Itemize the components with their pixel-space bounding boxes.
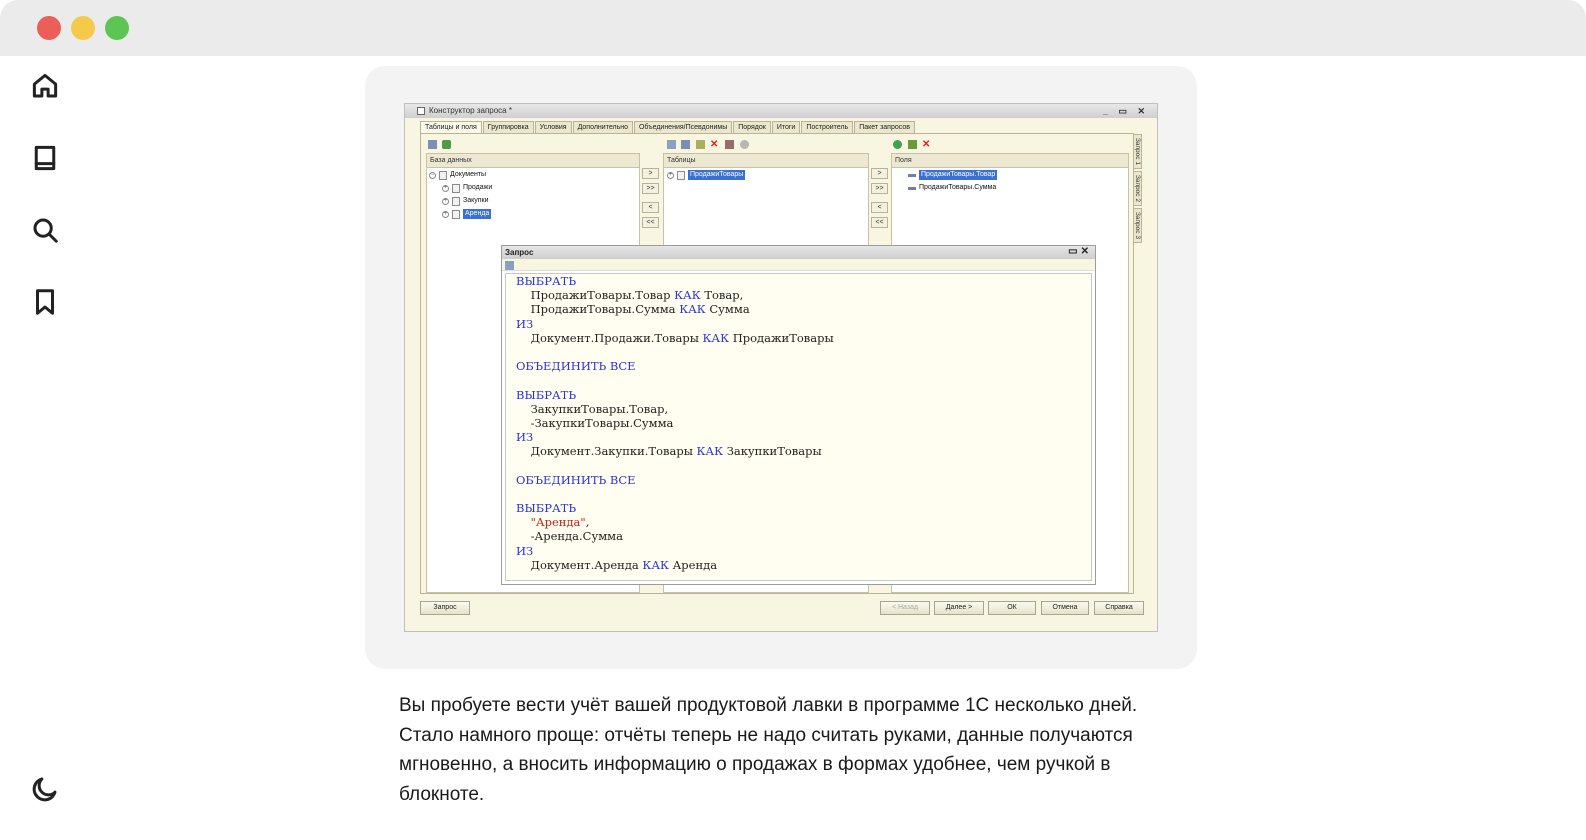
code-keyword: КАК <box>642 557 669 572</box>
document-icon <box>452 197 460 206</box>
tree-item-label: Документы <box>450 171 487 178</box>
document-icon <box>452 184 460 193</box>
code-line <box>516 458 1081 472</box>
code-text: Товар, <box>700 288 744 303</box>
cancel-button[interactable]: Отмена <box>1041 601 1089 615</box>
code-line <box>516 288 1081 302</box>
tree-item-label: Закупки <box>463 197 489 204</box>
code-line <box>516 444 1081 458</box>
maximize-window-button[interactable] <box>105 16 129 40</box>
next-button[interactable]: Далее > <box>934 601 984 615</box>
tables-panel-header: Таблицы <box>664 154 868 168</box>
tab-order[interactable]: Порядок <box>733 121 771 134</box>
code-line <box>516 430 1081 444</box>
query-dialog-toolbar <box>502 259 1095 271</box>
code-line <box>516 317 1081 331</box>
code-text: ЗакупкиТовары <box>723 444 822 459</box>
database-panel-header: База данных <box>427 154 639 168</box>
code-keyword: КАК <box>702 330 730 345</box>
field-item-label: ПродажиТовары.Сумма <box>919 184 997 191</box>
dialog-controls-icon[interactable]: ▭✕ <box>1068 246 1092 257</box>
code-line <box>516 515 1081 529</box>
window-controls-icon[interactable]: _ ▭ ✕ <box>1102 106 1149 116</box>
expand-icon[interactable]: + <box>443 197 448 204</box>
query-dialog-titlebar <box>502 246 1095 259</box>
expand-icon[interactable]: + <box>443 184 448 191</box>
code-text: ЗакупкиТовары.Товар, <box>516 401 669 416</box>
delete-icon[interactable]: ✕ <box>710 139 719 150</box>
collapse-icon[interactable]: − <box>430 171 435 178</box>
home-icon[interactable] <box>28 69 62 103</box>
app-icon <box>417 107 425 115</box>
field-icon <box>908 174 916 177</box>
code-keyword: ВЫБРАТЬ <box>516 274 577 288</box>
code-text: Документ.Продажи.Товары <box>516 330 703 345</box>
code-text: Документ.Аренда <box>516 557 643 572</box>
move-all-right-button[interactable]: >> <box>642 183 659 194</box>
code-line <box>516 558 1081 572</box>
query-dialog-title: Запрос <box>505 248 534 257</box>
replace-table-icon[interactable] <box>725 140 734 149</box>
code-keyword: ИЗ <box>516 316 534 331</box>
add-field-icon[interactable] <box>893 140 902 149</box>
code-keyword: ВЫБРАТЬ <box>516 387 577 402</box>
code-line <box>516 544 1081 558</box>
code-line <box>516 345 1081 359</box>
field-item[interactable] <box>908 183 996 193</box>
move-all-right-button[interactable]: >> <box>871 183 888 194</box>
query-designer-titlebar <box>405 104 1157 118</box>
code-keyword: ИЗ <box>516 543 534 558</box>
code-line <box>516 416 1081 430</box>
table-icon <box>677 171 685 180</box>
tab-conditions[interactable]: Условия <box>535 121 572 134</box>
back-button[interactable]: < Назад <box>880 601 930 615</box>
query-wizard-icon[interactable] <box>505 261 514 270</box>
code-text: Документ.Закупки.Товары <box>516 444 697 459</box>
tab-query-1[interactable]: Запрос 1 <box>1133 134 1142 169</box>
move-right-button[interactable]: > <box>871 168 888 179</box>
help-button[interactable]: Справка <box>1094 601 1144 615</box>
code-line <box>516 402 1081 416</box>
code-text: Сумма <box>705 302 750 317</box>
tab-builder[interactable]: Построитель <box>801 121 853 134</box>
ok-button[interactable]: ОК <box>988 601 1036 615</box>
code-line <box>516 473 1081 487</box>
bookmark-icon[interactable] <box>28 285 62 319</box>
code-text: , <box>585 515 590 530</box>
document-icon <box>452 210 460 219</box>
tab-query-3[interactable]: Запрос 3 <box>1133 208 1142 243</box>
code-line <box>516 373 1081 387</box>
code-text: Аренда <box>668 557 718 572</box>
code-text: ПродажиТовары.Товар <box>516 288 675 303</box>
tab-query-batch[interactable]: Пакет запросов <box>854 121 915 134</box>
code-line <box>516 274 1081 288</box>
expand-icon[interactable]: + <box>443 210 448 217</box>
code-text <box>516 515 531 529</box>
tab-grouping[interactable]: Группировка <box>483 121 534 134</box>
code-line <box>516 529 1081 543</box>
delete-field-icon[interactable]: ✕ <box>922 139 931 150</box>
fields-panel-header: Поля <box>892 154 1128 168</box>
tree-item-label: Продажи <box>463 184 493 191</box>
code-string: "Аренда" <box>530 515 586 530</box>
window-titlebar <box>0 0 1586 56</box>
code-text: -Аренда.Сумма <box>516 529 623 544</box>
table-item-label: ПродажиТовары <box>690 171 744 178</box>
tab-tables-fields[interactable]: Таблицы и поля <box>420 121 482 134</box>
tree-item-label: Аренда <box>465 210 490 217</box>
tree-item-sales[interactable] <box>442 183 492 193</box>
tree-item-documents[interactable] <box>429 170 486 180</box>
list-icon[interactable] <box>428 140 437 149</box>
tab-unions-aliases[interactable]: Объединения/Псевдонимы <box>634 121 732 134</box>
table-item-sales-goods[interactable] <box>667 170 745 180</box>
edit-icon[interactable] <box>696 140 705 149</box>
code-keyword: КАК <box>679 302 706 317</box>
copy-table-icon[interactable] <box>681 140 690 149</box>
code-text: ПродажиТовары <box>729 330 834 345</box>
tab-advanced[interactable]: Дополнительно <box>573 121 633 134</box>
code-line <box>516 302 1081 316</box>
code-text: ПродажиТовары.Сумма <box>516 302 680 317</box>
field-icon <box>908 187 916 190</box>
field-item[interactable] <box>908 170 997 180</box>
move-left-button[interactable]: < <box>642 202 659 213</box>
close-window-button[interactable] <box>37 16 61 40</box>
code-text: -ЗакупкиТовары.Сумма <box>516 415 674 430</box>
folder-icon <box>439 171 447 180</box>
code-line <box>516 359 1081 373</box>
move-left-button[interactable]: < <box>871 202 888 213</box>
code-keyword: КАК <box>696 444 724 459</box>
moon-icon[interactable] <box>28 772 62 806</box>
code-keyword: КАК <box>674 288 701 303</box>
search-icon[interactable] <box>28 213 62 247</box>
code-line <box>516 501 1081 515</box>
code-keyword: ОБЪЕДИНИТЬ ВСЕ <box>516 472 636 487</box>
query-side-tabs <box>1133 134 1147 245</box>
add-table-icon[interactable] <box>667 140 676 149</box>
article-paragraph: Вы пробуете вести учёт вашей продуктовой лавки в программе 1С несколько дней. Стало намного проще: отчёты теперь не надо считать руками, данные получаются мгновенно, а вносить информацию о продажах в формах удобнее, чем ручкой в блокноте. <box>399 695 1138 805</box>
field-item-label: ПродажиТовары.Товар <box>921 171 996 178</box>
query-icon[interactable] <box>442 140 451 149</box>
expand-icon[interactable]: + <box>668 171 673 178</box>
code-line <box>516 331 1081 345</box>
tab-totals[interactable]: Итоги <box>772 121 801 134</box>
code-keyword: ОБЪЕДИНИТЬ ВСЕ <box>516 359 636 374</box>
link-icon[interactable] <box>740 140 749 149</box>
query-text-editor[interactable] <box>505 273 1092 581</box>
tree-item-purchases[interactable] <box>442 196 489 206</box>
minimize-window-button[interactable] <box>71 16 95 40</box>
code-keyword: ИЗ <box>516 430 534 445</box>
query-text-dialog <box>501 245 1096 585</box>
code-keyword: ВЫБРАТЬ <box>516 501 577 515</box>
edit-field-icon[interactable] <box>908 140 917 149</box>
tab-query-2[interactable]: Запрос 2 <box>1133 171 1142 206</box>
query-designer-title: Конструктор запроса * <box>429 106 512 115</box>
move-all-left-button[interactable]: << <box>871 217 888 228</box>
code-line <box>516 487 1081 501</box>
tree-item-rent[interactable] <box>442 209 491 219</box>
code-line <box>516 388 1081 402</box>
query-button[interactable]: Запрос <box>420 601 470 615</box>
move-all-left-button[interactable]: << <box>642 217 659 228</box>
book-icon[interactable] <box>28 141 62 175</box>
move-right-button[interactable]: > <box>642 168 659 179</box>
